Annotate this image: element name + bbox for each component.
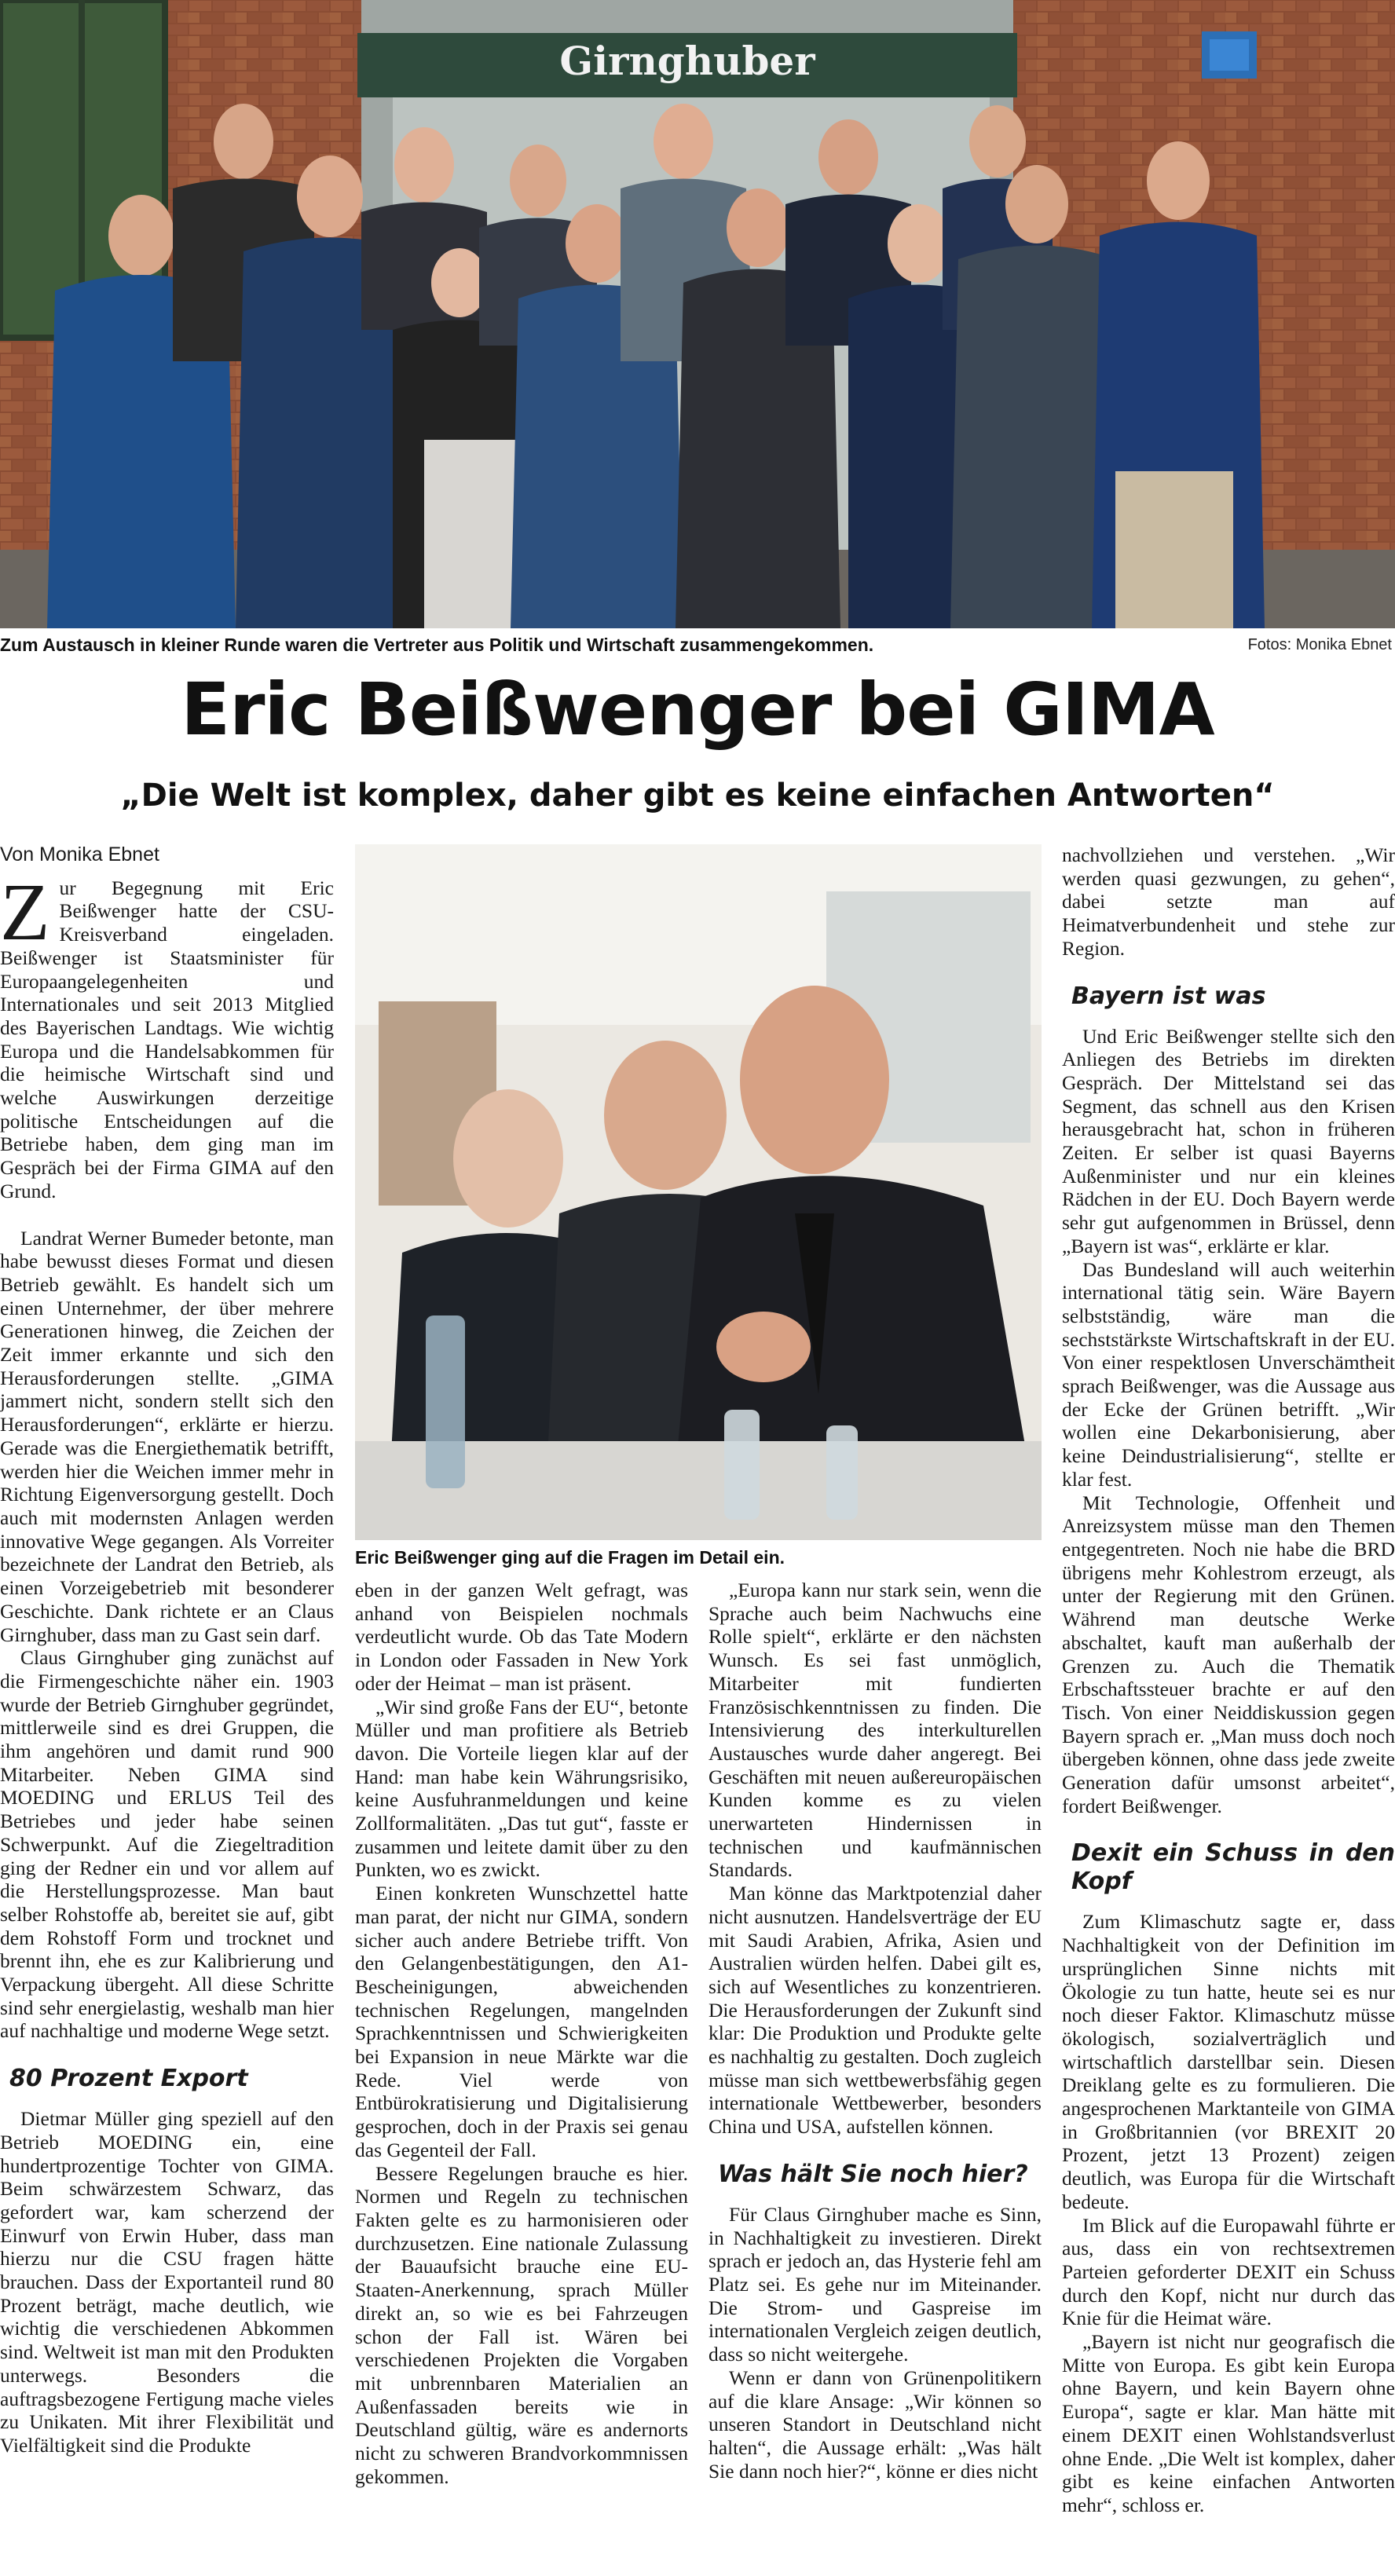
subtitle: „Die Welt ist komplex, daher gibt es keine einfachen Antworten“ [120,778,1275,814]
article-column-2 [355,1579,688,2488]
subheading: Bayern ist was [1071,982,1266,1010]
article-column-3 [708,1579,1042,2483]
speaker-photo [355,844,1042,1540]
article-paragraph: „Wir sind große Fans der EU“, betonte Müller und man profitiere als Betrieb davon. Die Vorteile liegen klar auf der Hand: man habe kein Währungsrisiko, keine Ausfuhranmeldungen und keine Zollformalitäten. „Das tut gut“, fasste er zusammen und leitete damit über zu den Punkten, wo es zwickt. [355,1695,688,1882]
company-sign: Girnghuber [559,38,815,84]
article-paragraph: eben in der ganzen Welt gefragt, was anhand von Beispielen nochmals verdeutlicht wurde. Ob das Tate Modern in London oder Fassaden in New York oder der Heimat – man ist präsent. [355,1579,688,1695]
headline: Eric Beißwenger bei GIMA [181,668,1214,752]
article-column-1 [0,843,334,2457]
article-paragraph: Dietmar Müller ging speziell auf den Betrieb MOEDING ein, eine hundertprozentige Tochter von GIMA. Beim schwärzestem Schwarz, das gefordert war, kam scherzend der Einwurf von Erwin Huber, dass man hierzu nur die CSU fragen hätte brauchen. Dass der Exportanteil rund 80 Prozent beträgt, mache deutlich, wie wichtig die verschiedenen Abkommen sind. Weltweit ist man mit den Produkten unterwegs. Besonders die auftragsbezogene Fertigung mache vieles zu Unikaten. Mit ihrer Flexibilität und Vielfältigkeit sind die Produkte [0,2107,334,2457]
article-paragraph: Zum Klimaschutz sagte er, dass Nachhaltigkeit von der Definition im ursprünglichen Sinne nichts mit Ökologie zu tun hatte, heute sei es nur noch dieser Faktor. Klimaschutz müsse ökologisch, sozialverträglich und wirtschaftlich darstellbar sein. Diesen Dreiklang gelte es zu formulieren. Die angesprochenen Marktanteile von GIMA in Großbritannien (vor BREXIT 20 Prozent, jetzt 13 Prozent) zeigen deutlich, was Europa für die Wirtschaft bedeute. [1062,1910,1395,2213]
article-paragraph: Claus Girnghuber ging zunächst auf die Firmengeschichte näher ein. 1903 wurde der Betrieb Girnghuber gegründet, mittlerweile sind es drei Gruppen, die ihm angehören und damit rund 900 Mitarbeiter. Neben GIMA sind MOEDING und ERLUS Teil des Betriebes und jeder habe seinen Schwerpunkt. Auf die Ziegeltradition ging der Redner ein und vor allem auf die Herstellungsprozesse. Man baut selber Rohstoffe ab, bereitet sie auf, gibt dem Rohstoff Form und trocknet und brennt ihn, ehe es zur Kalibrierung und Verpackung übergeht. All diese Schritte sind sehr energielastig, weshalb man hier auf nachhaltige und moderne Wege setzt. [0,1646,334,2043]
byline: Von Monika Ebnet [0,843,159,865]
group-photo [0,0,1395,628]
article-paragraph: Man könne das Marktpotenzial daher nicht ausnutzen. Handelsverträge der EU mit Saudi Arabien, Afrika, Asien und Australien würden helfen. Dabei gilt es, sich auf Wesentliches zu konzentrieren. Die Herausforderungen der Zukunft sind klar: Die Produktion und Produkte gelte es nachhaltig zu gestalten. Doch zugleich müsse man sich wettbewerbsfähig gegen internationale Wettbewerber, besonders China und USA, aufstellen können. [708,1882,1042,2139]
article-paragraph: Im Blick auf die Europawahl führte er aus, dass ein von rechtsextremen Parteien geforderter DEXIT ein Schuss durch den Kopf, nicht nur durch das Knie für die Heimat wäre. [1062,2213,1395,2330]
article-paragraph: Das Bundesland will auch weiterhin international tätig sein. Wäre Bayern selbstständig, wäre man die sechststärkste Wirtschaftskraft in der EU. Von einer respektlosen Unverschämtheit sprach Beißwenger, was die Aussage aus der Ecke der Grünen betrifft. „Wir wollen eine Dekarbonisierung, aber keine Deindustrialisierung“, stellte er klar fest. [1062,1257,1395,1491]
article-paragraph: Wenn er dann von Grünenpolitikern auf die klare Ansage: „Wir können so unseren Standort in Deutschland nicht halten“, die Aussage erhält: „Was hält Sie dann noch hier?“, könne er dies nicht [708,2366,1042,2483]
group-photo-caption: Zum Austausch in kleiner Runde waren die Vertreter aus Politik und Wirtschaft zusammengekommen. [0,635,874,655]
subheading: Dexit ein Schuss in den Kopf [1071,1839,1395,1896]
article-paragraph: Und Eric Beißwenger stellte sich den Anliegen des Betriebs im direkten Gespräch. Der Mittelstand sei das Segment, das schnell aus den Krisen herausgebracht hat, schon in früheren Zeiten. Er selber ist quasi Bayerns Außenminister und nur ein kleines Rädchen in der EU. Doch Bayern werde sehr gut aufgenommen in Brüssel, denn „Bayern ist was“, erklärte er klar. [1062,1024,1395,1257]
article-paragraph: „Europa kann nur stark sein, wenn die Sprache auch beim Nachwuchs eine Rolle spielt“, erklärte er den nächsten Wunsch. Es sei fast unmöglich, Mitarbeiter mit fundierten Französischkenntnissen zu finden. Die Intensivierung des interkulturellen Austausches wurde daher angeregt. Bei Geschäften mit neuen außereuropäischen Kunden komme es zu vielen unerwarteten Hindernissen in technischen und kaufmännischen Standards. [708,1579,1042,1882]
article-paragraph: Für Claus Girnghuber mache es Sinn, in Nachhaltigkeit zu investieren. Direkt sprach er jedoch an, das Hysterie fehl am Platz sei. Es gehe nur im Miteinander. Die Strom- und Gaspreise im internationalen Vergleich zeigen deutlich, dass so nicht weitergehe. [708,2202,1042,2366]
photo-credit: Fotos: Monika Ebnet [1247,636,1392,653]
article-paragraph: Einen konkreten Wunschzettel hatte man parat, der nicht nur GIMA, sondern sicher auch andere Betriebe trifft. Von den Gelangenbestätigungen, den A1-Bescheinigungen, abweichenden technischen Regelungen, mangelnden Sprachkenntnissen und Schwierigkeiten bei Expansion in neue Märkte war die Rede. Viel werde von Entbürokratisierung und Digitalisierung gesprochen, doch in der Praxis sei genau das Gegenteil der Fall. [355,1882,688,2161]
subheading: 80 Prozent Export [9,2065,248,2093]
drop-cap: Z [0,866,50,957]
article-column-4 [1062,843,1395,2517]
article-paragraph: Mit Technologie, Offenheit und Anreizsystem müsse man den Themen entgegentreten. Noch nie habe die BRD übrigens mehr Kohlestrom erzeugt, als unter der Regierung mit den Grünen. Während man deutsche Werke abschaltet, kauft man außerhalb der Grenzen zu. Auch die Thematik Erbschaftssteuer brachte er auf den Tisch. Von einer Neiddiskussion gegen Bayern sprach er. „Man muss doch noch übergeben können, ohne dass jede zweite Generation dafür umsonst arbeitet“, fordert Beißwenger. [1062,1491,1395,1817]
article-paragraph: Bessere Regelungen brauche es hier. Normen und Regeln zu technischen Fakten gelte es zu harmonisieren oder durchzusetzen. Eine nationale Zulassung der Bauaufsicht brauche eine EU-Staaten-Anerkennung, sprach Müller direkt an, so wie es bei Fahrzeugen schon der Fall ist. Wären bei verschiedenen Projekten die Vorgaben mit unbrennbaren Materialien an Außenfassaden bereits wie in Deutschland gültig, wäre es andernorts nicht zu schweren Brandvorkommnissen gekommen. [355,2161,688,2488]
subheading: Was hält Sie noch hier? [718,2160,1028,2188]
article-paragraph: Zur Begegnung mit Eric Beißwenger hatte der CSU-Kreisverband eingeladen. Beißwenger ist Staatsminister für Europaangelegenheiten und Internationales und seit 2013 Mitglied des Bayerischen Landtags. Wie wichtig Europa und die Handelsabkommen für die heimische Wirtschaft sind und welche Auswirkungen derzeitige politische Entscheidungen auf die Betriebe haben, dem ging man im Gespräch bei der Firma GIMA auf den Grund. [0,866,334,1202]
article-paragraph: „Bayern ist nicht nur geografisch die Mitte von Europa. Es gibt kein Europa ohne Bayern, und kein Bayern ohne Europa“, sagte er klar. Man hätte mit einem DEXIT einen Wohlstandsverlust ohne Ende. „Die Welt ist komplex, daher gibt es keine einfachen Antworten mehr“, schloss er. [1062,2330,1395,2516]
speaker-photo-caption: Eric Beißwenger ging auf die Fragen im Detail ein. [355,1547,785,1568]
article-paragraph: nachvollziehen und verstehen. „Wir werden quasi gezwungen, zu gehen“, dabei setzte man auf Heimatverbundenheit und stehe zur Region. [1062,843,1395,960]
article-paragraph: Landrat Werner Bumeder betonte, man habe bewusst dieses Format und diesen Betrieb gewählt. Es handelt sich um einen Unternehmer, der über mehrere Generationen hinweg, die Zeichen der Zeit immer erkannte und sich den Herausforderungen stellte. „GIMA jammert nicht, sondern stellt sich den Herausforderungen“, erklärte er hierzu. Gerade was die Energiethematik betrifft, werden hier die Weichen immer mehr in Richtung Eigenversorgung gestellt. Doch auch mit modernsten Anlagen werden innovative Wege gegangen. Als Vorreiter bezeichnete der Landrat den Betrieb, als einen Vorzeigebetrieb mit besonderer Geschichte. Dank richtete er an Claus Girnghuber, dass man zu Gast sein darf. [0,1226,334,1646]
